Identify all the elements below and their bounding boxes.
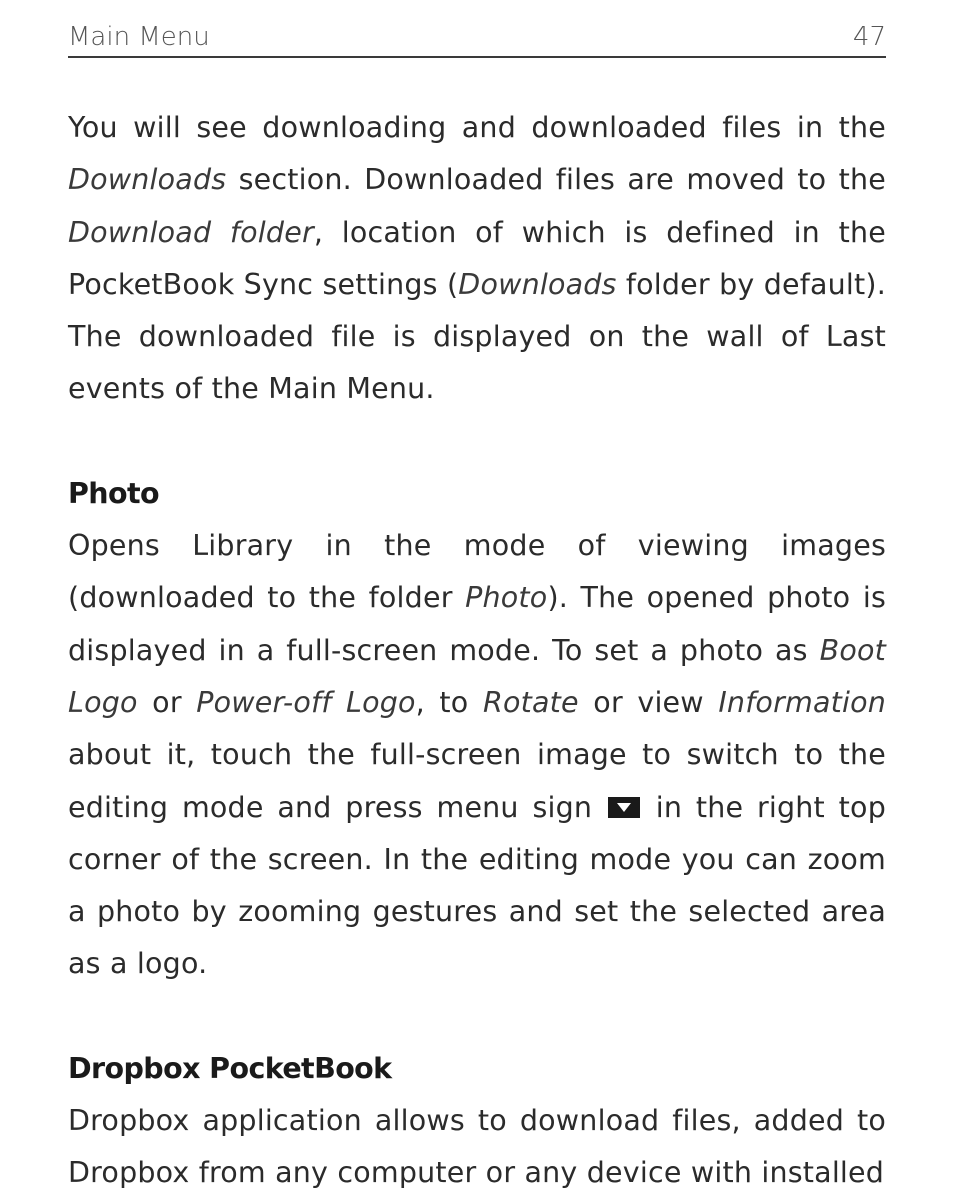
text-run: or view xyxy=(578,685,719,719)
text-run: , location of which is defined in the PocketBook Sync settings ( xyxy=(68,215,886,301)
section-gap xyxy=(68,991,886,1043)
italic-term-download-folder: Download folder xyxy=(68,215,314,249)
manual-page xyxy=(68,0,886,1200)
running-header xyxy=(68,0,886,58)
text-run: section. Downloaded files are moved to the xyxy=(226,163,886,197)
photo-paragraph xyxy=(68,520,886,991)
page-body xyxy=(68,102,886,1200)
text-run: You will see downloading and downloaded files in the xyxy=(68,111,886,144)
italic-term-power-off-logo: Power-off Logo xyxy=(196,685,416,719)
text-run: about it, touch the full-screen image to switch to the editing mode and press menu sign xyxy=(68,738,886,824)
italic-term-photo: Photo xyxy=(465,581,548,615)
dropbox-paragraph xyxy=(68,1095,886,1200)
text-run: Opens Library in the mode of viewing images (downloaded to the folder xyxy=(68,529,886,615)
text-run: ). The opened photo is displayed in a full-screen mode. To set a photo as xyxy=(68,581,886,667)
text-run: in the right top corner of the screen. In the editing mode you can zoom a photo by zooming gestures and set the selected area as a logo. xyxy=(68,790,886,981)
italic-term-information: Information xyxy=(718,685,887,719)
section-gap xyxy=(68,416,886,468)
menu-sign-icon xyxy=(608,797,640,818)
downloads-paragraph xyxy=(68,102,886,416)
photo-heading: Photo xyxy=(68,476,159,510)
italic-term-rotate: Rotate xyxy=(482,685,579,719)
section-title: Main Menu xyxy=(68,22,210,52)
dropbox-heading: Dropbox PocketBook xyxy=(68,1051,392,1085)
italic-term-downloads: Downloads xyxy=(68,163,227,197)
text-run: , to xyxy=(415,685,483,719)
text-run: folder by default). The downloaded file is displayed on the wall of Last events of the Main Menu. xyxy=(68,267,886,406)
italic-term-downloads: Downloads xyxy=(458,267,617,301)
text-run: or xyxy=(137,685,197,719)
text-run: Dropbox application allows to download files, added to Dropbox from any computer or any device with installed xyxy=(68,1104,886,1190)
page-number: 47 xyxy=(852,22,886,52)
italic-term-boot-logo: Boot Logo xyxy=(68,633,886,719)
